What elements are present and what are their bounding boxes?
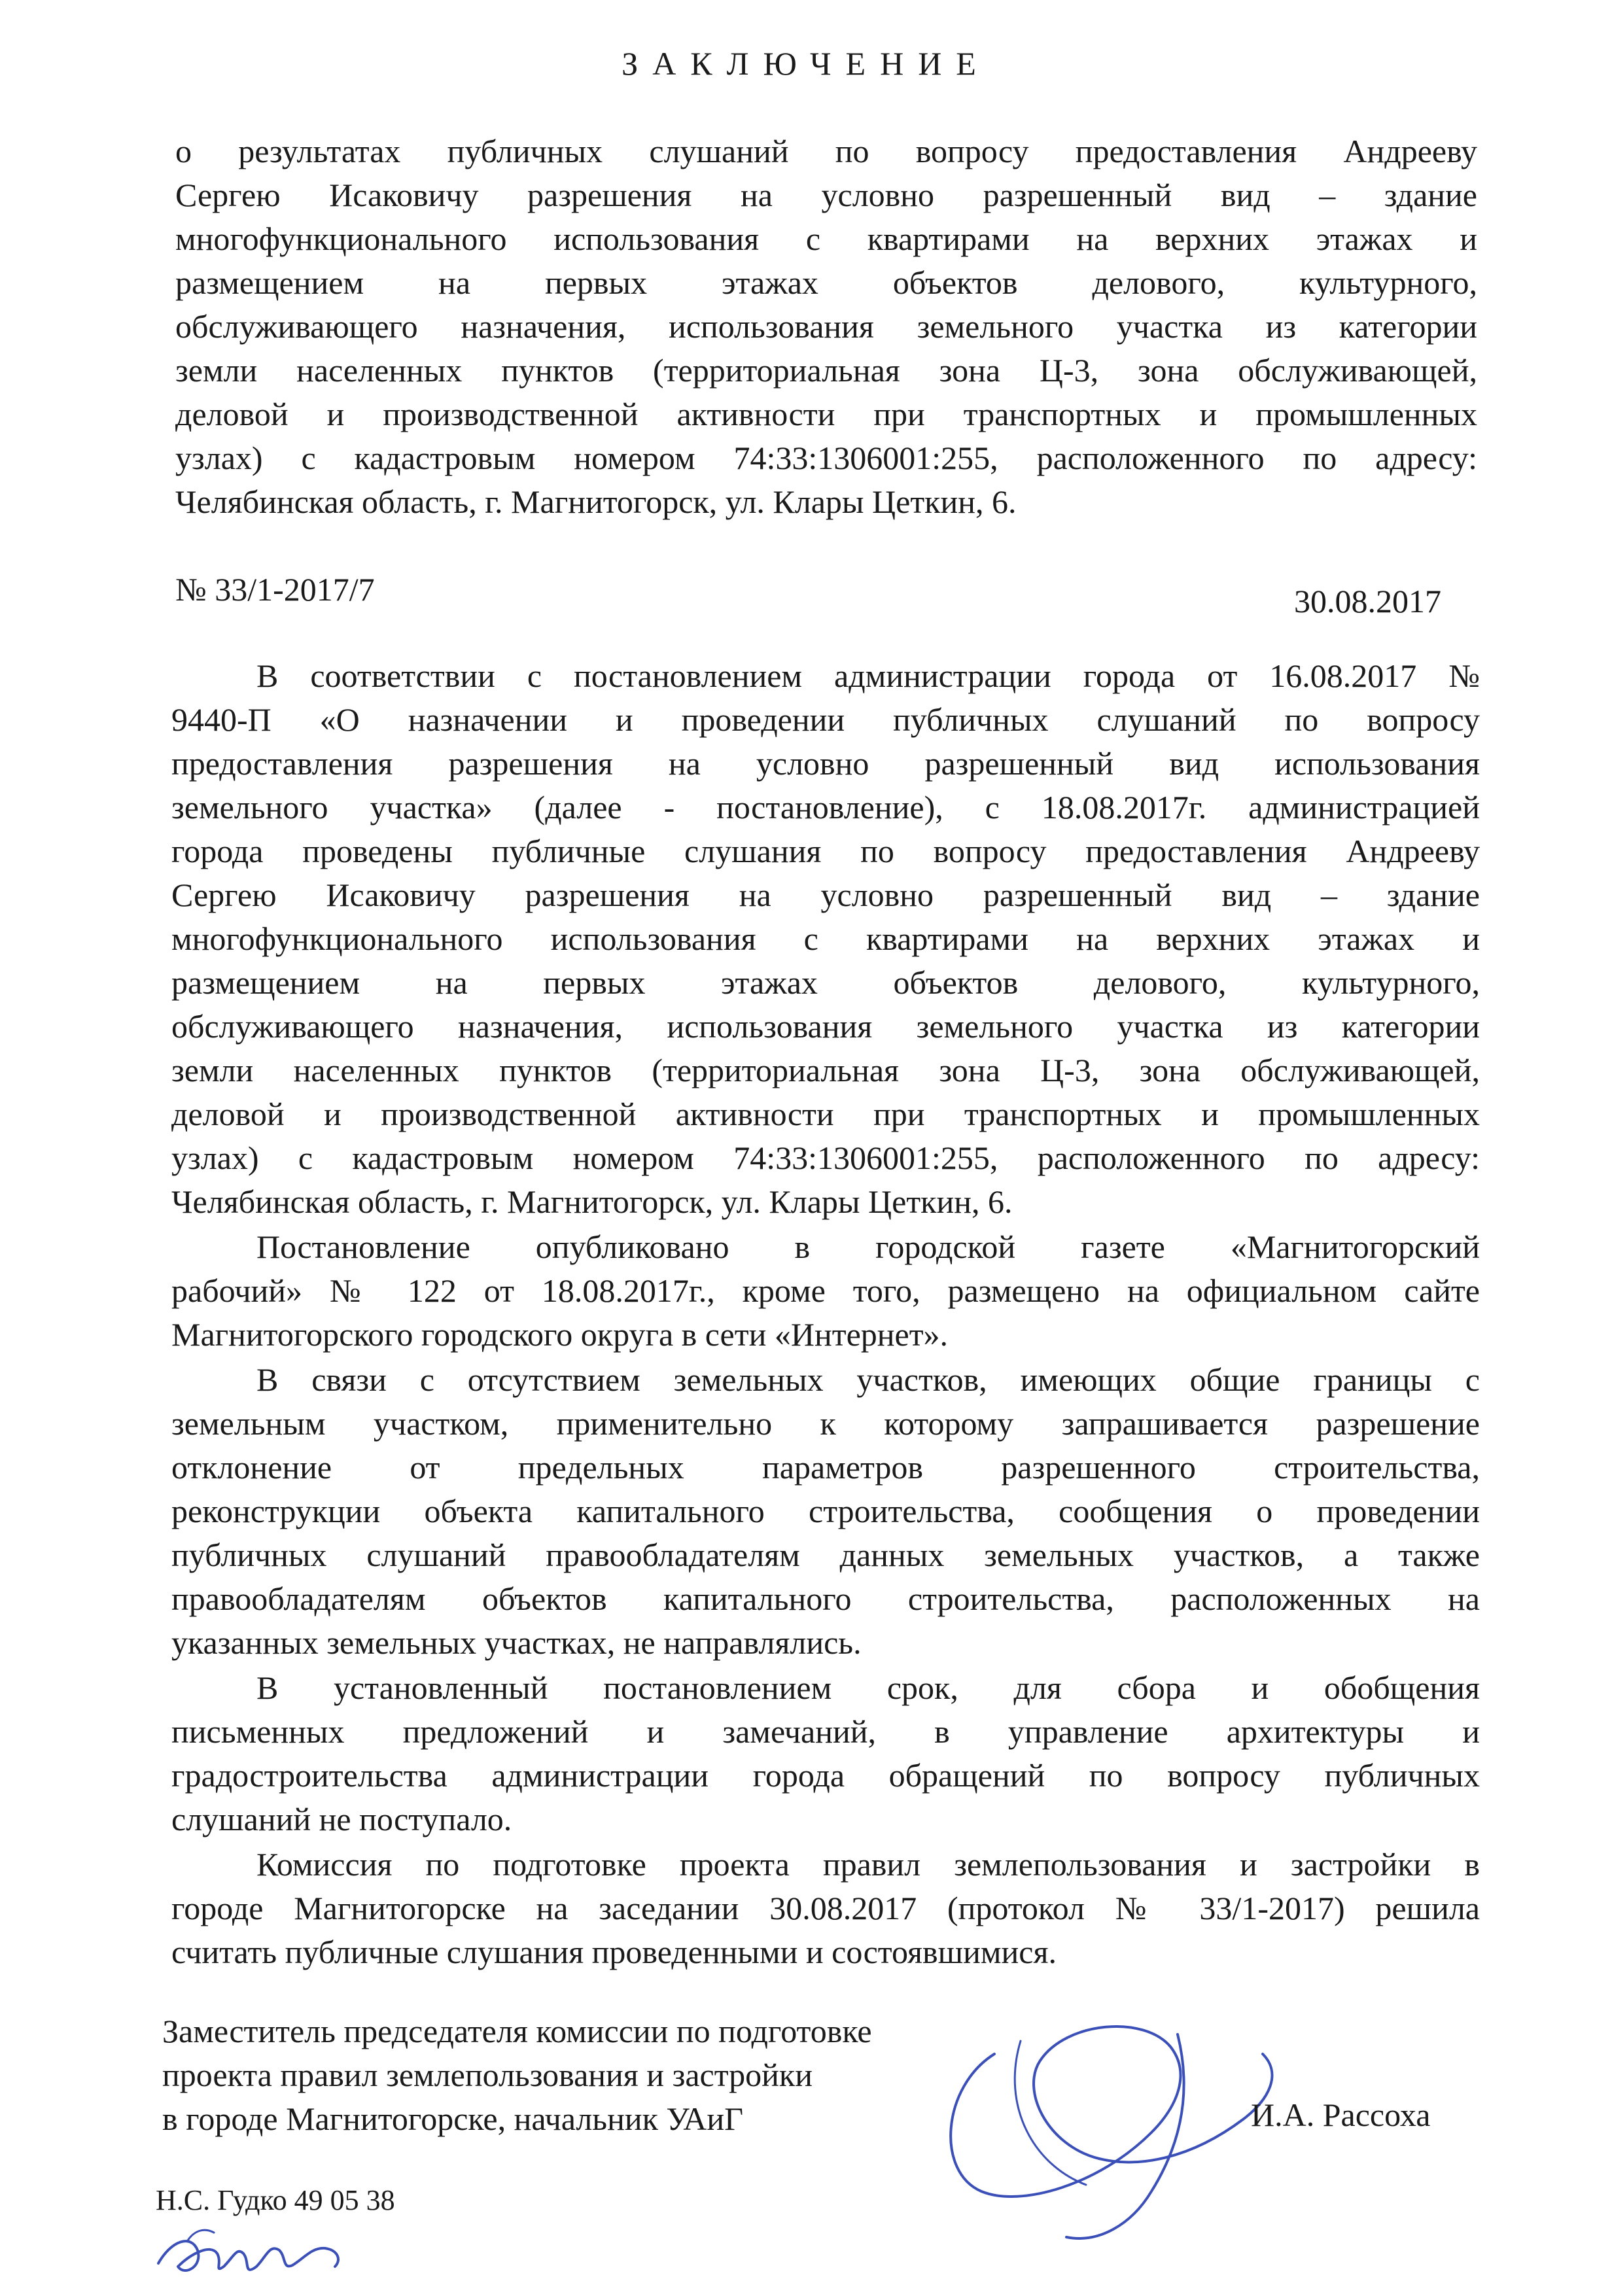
document-body — [171, 654, 1480, 1975]
paragraph-publication — [171, 1225, 1480, 1357]
paragraph-line: 9440-П «О назначении и проведении публичных слушаний по вопросу — [171, 701, 1480, 738]
paragraph-line: указанных земельных участках, не направлялись. — [171, 1624, 862, 1661]
signatory-position-line: в городе Магнитогорске, начальник УАиГ — [162, 2100, 744, 2137]
paragraph-line: деловой и производственной активности при транспортных и промышленных — [171, 1096, 1480, 1132]
paragraph-line: Сергею Исаковичу разрешения на условно разрешенный вид – здание — [171, 877, 1480, 913]
paragraph-line: земли населенных пунктов (территориальная зона Ц-3, зона обслуживающей, — [171, 1052, 1480, 1088]
paragraph-line: слушаний не поступало. — [171, 1801, 512, 1837]
paragraph-line: В соответствии с постановлением администрации города от 16.08.2017 № — [256, 657, 1480, 694]
paragraph-line: размещением на первых этажах объектов делового, культурного, — [171, 964, 1480, 1001]
paragraph-line: обслуживающего назначения, использования земельного участка из категории — [171, 1008, 1480, 1045]
paragraph-line: земельным участком, применительно к которому запрашивается разрешение — [171, 1405, 1480, 1442]
subject-line: многофункционального использования с квартирами на верхних этажах и — [175, 220, 1477, 257]
document-subject — [175, 130, 1477, 524]
subject-line: обслуживающего назначения, использования земельного участка из категории — [175, 308, 1477, 345]
executor-info: Н.С. Гудко 49 05 38 — [156, 2184, 395, 2216]
document-number: № 33/1-2017/7 — [175, 571, 375, 608]
subject-line: о результатах публичных слушаний по вопросу предоставления Андрееву — [175, 133, 1477, 169]
subject-line: размещением на первых этажах объектов делового, культурного, — [175, 264, 1477, 301]
paragraph-line: узлах) с кадастровым номером 74:33:1306001:255, расположенного по адресу: — [171, 1139, 1480, 1176]
handwritten-signature — [903, 1975, 1295, 2250]
paragraph-line: городе Магнитогорске на заседании 30.08.2017 (протокол № 33/1-2017) решила — [171, 1890, 1480, 1926]
paragraph-notifications — [171, 1358, 1480, 1665]
document-title: ЗАКЛЮЧЕНИЕ — [622, 45, 990, 82]
paragraph-line: реконструкции объекта капитального строительства, сообщения о проведении — [171, 1493, 1480, 1529]
subject-line: деловой и производственной активности при транспортных и промышленных — [175, 396, 1477, 432]
signatory-position-line: проекта правил землепользования и застройки — [162, 2057, 813, 2093]
document-date: 30.08.2017 — [1294, 583, 1441, 619]
paragraph-line: В установленный постановлением срок, для сбора и обобщения — [256, 1669, 1480, 1706]
subject-line: земли населенных пунктов (территориальная зона Ц-3, зона обслуживающей, — [175, 352, 1477, 389]
paragraph-line: многофункционального использования с квартирами на верхних этажах и — [171, 920, 1480, 957]
paragraph-line: правообладателям объектов капитального строительства, расположенных на — [171, 1580, 1480, 1617]
paragraph-line: Комиссия по подготовке проекта правил землепользования и застройки в — [256, 1846, 1480, 1883]
paragraph-line: градостроительства администрации города обращений по вопросу публичных — [171, 1757, 1480, 1794]
paragraph-line: публичных слушаний правообладателям данных земельных участков, а также — [171, 1537, 1480, 1573]
paragraph-line: письменных предложений и замечаний, в управление архитектуры и — [171, 1713, 1480, 1750]
subject-line: Сергею Исаковичу разрешения на условно разрешенный вид – здание — [175, 177, 1477, 213]
paragraph-proposals — [171, 1666, 1480, 1841]
paragraph-line: В связи с отсутствием земельных участков, имеющих общие границы с — [256, 1361, 1480, 1398]
paragraph-basis — [171, 654, 1480, 1224]
paragraph-line: Челябинская область, г. Магнитогорск, ул. Клары Цеткин, 6. — [171, 1183, 1013, 1220]
paragraph-line: рабочий» № 122 от 18.08.2017г., кроме того, размещено на официальном сайте — [171, 1272, 1480, 1309]
paragraph-decision — [171, 1843, 1480, 1974]
signatory-name: И.А. Рассоха — [1251, 2096, 1431, 2133]
paragraph-line: Постановление опубликовано в городской газете «Магнитогорский — [256, 1228, 1480, 1265]
subject-line: Челябинская область, г. Магнитогорск, ул. Клары Цеткин, 6. — [175, 483, 1017, 520]
paragraph-line: земельного участка» (далее - постановление), с 18.08.2017г. администрацией — [171, 789, 1480, 826]
subject-line: узлах) с кадастровым номером 74:33:1306001:255, расположенного по адресу: — [175, 440, 1477, 476]
paragraph-line: Магнитогорского городского округа в сети «Интернет». — [171, 1316, 949, 1353]
paragraph-line: предоставления разрешения на условно разрешенный вид использования — [171, 745, 1480, 782]
paragraph-line: считать публичные слушания проведенными и состоявшимися. — [171, 1934, 1057, 1970]
signatory-position — [162, 2009, 872, 2141]
signatory-position-line: Заместитель председателя комиссии по подготовке — [162, 2013, 872, 2049]
executor-signature — [152, 2214, 348, 2286]
paragraph-line: отклонение от предельных параметров разрешенного строительства, — [171, 1449, 1480, 1486]
paragraph-line: города проведены публичные слушания по вопросу предоставления Андрееву — [171, 833, 1480, 869]
